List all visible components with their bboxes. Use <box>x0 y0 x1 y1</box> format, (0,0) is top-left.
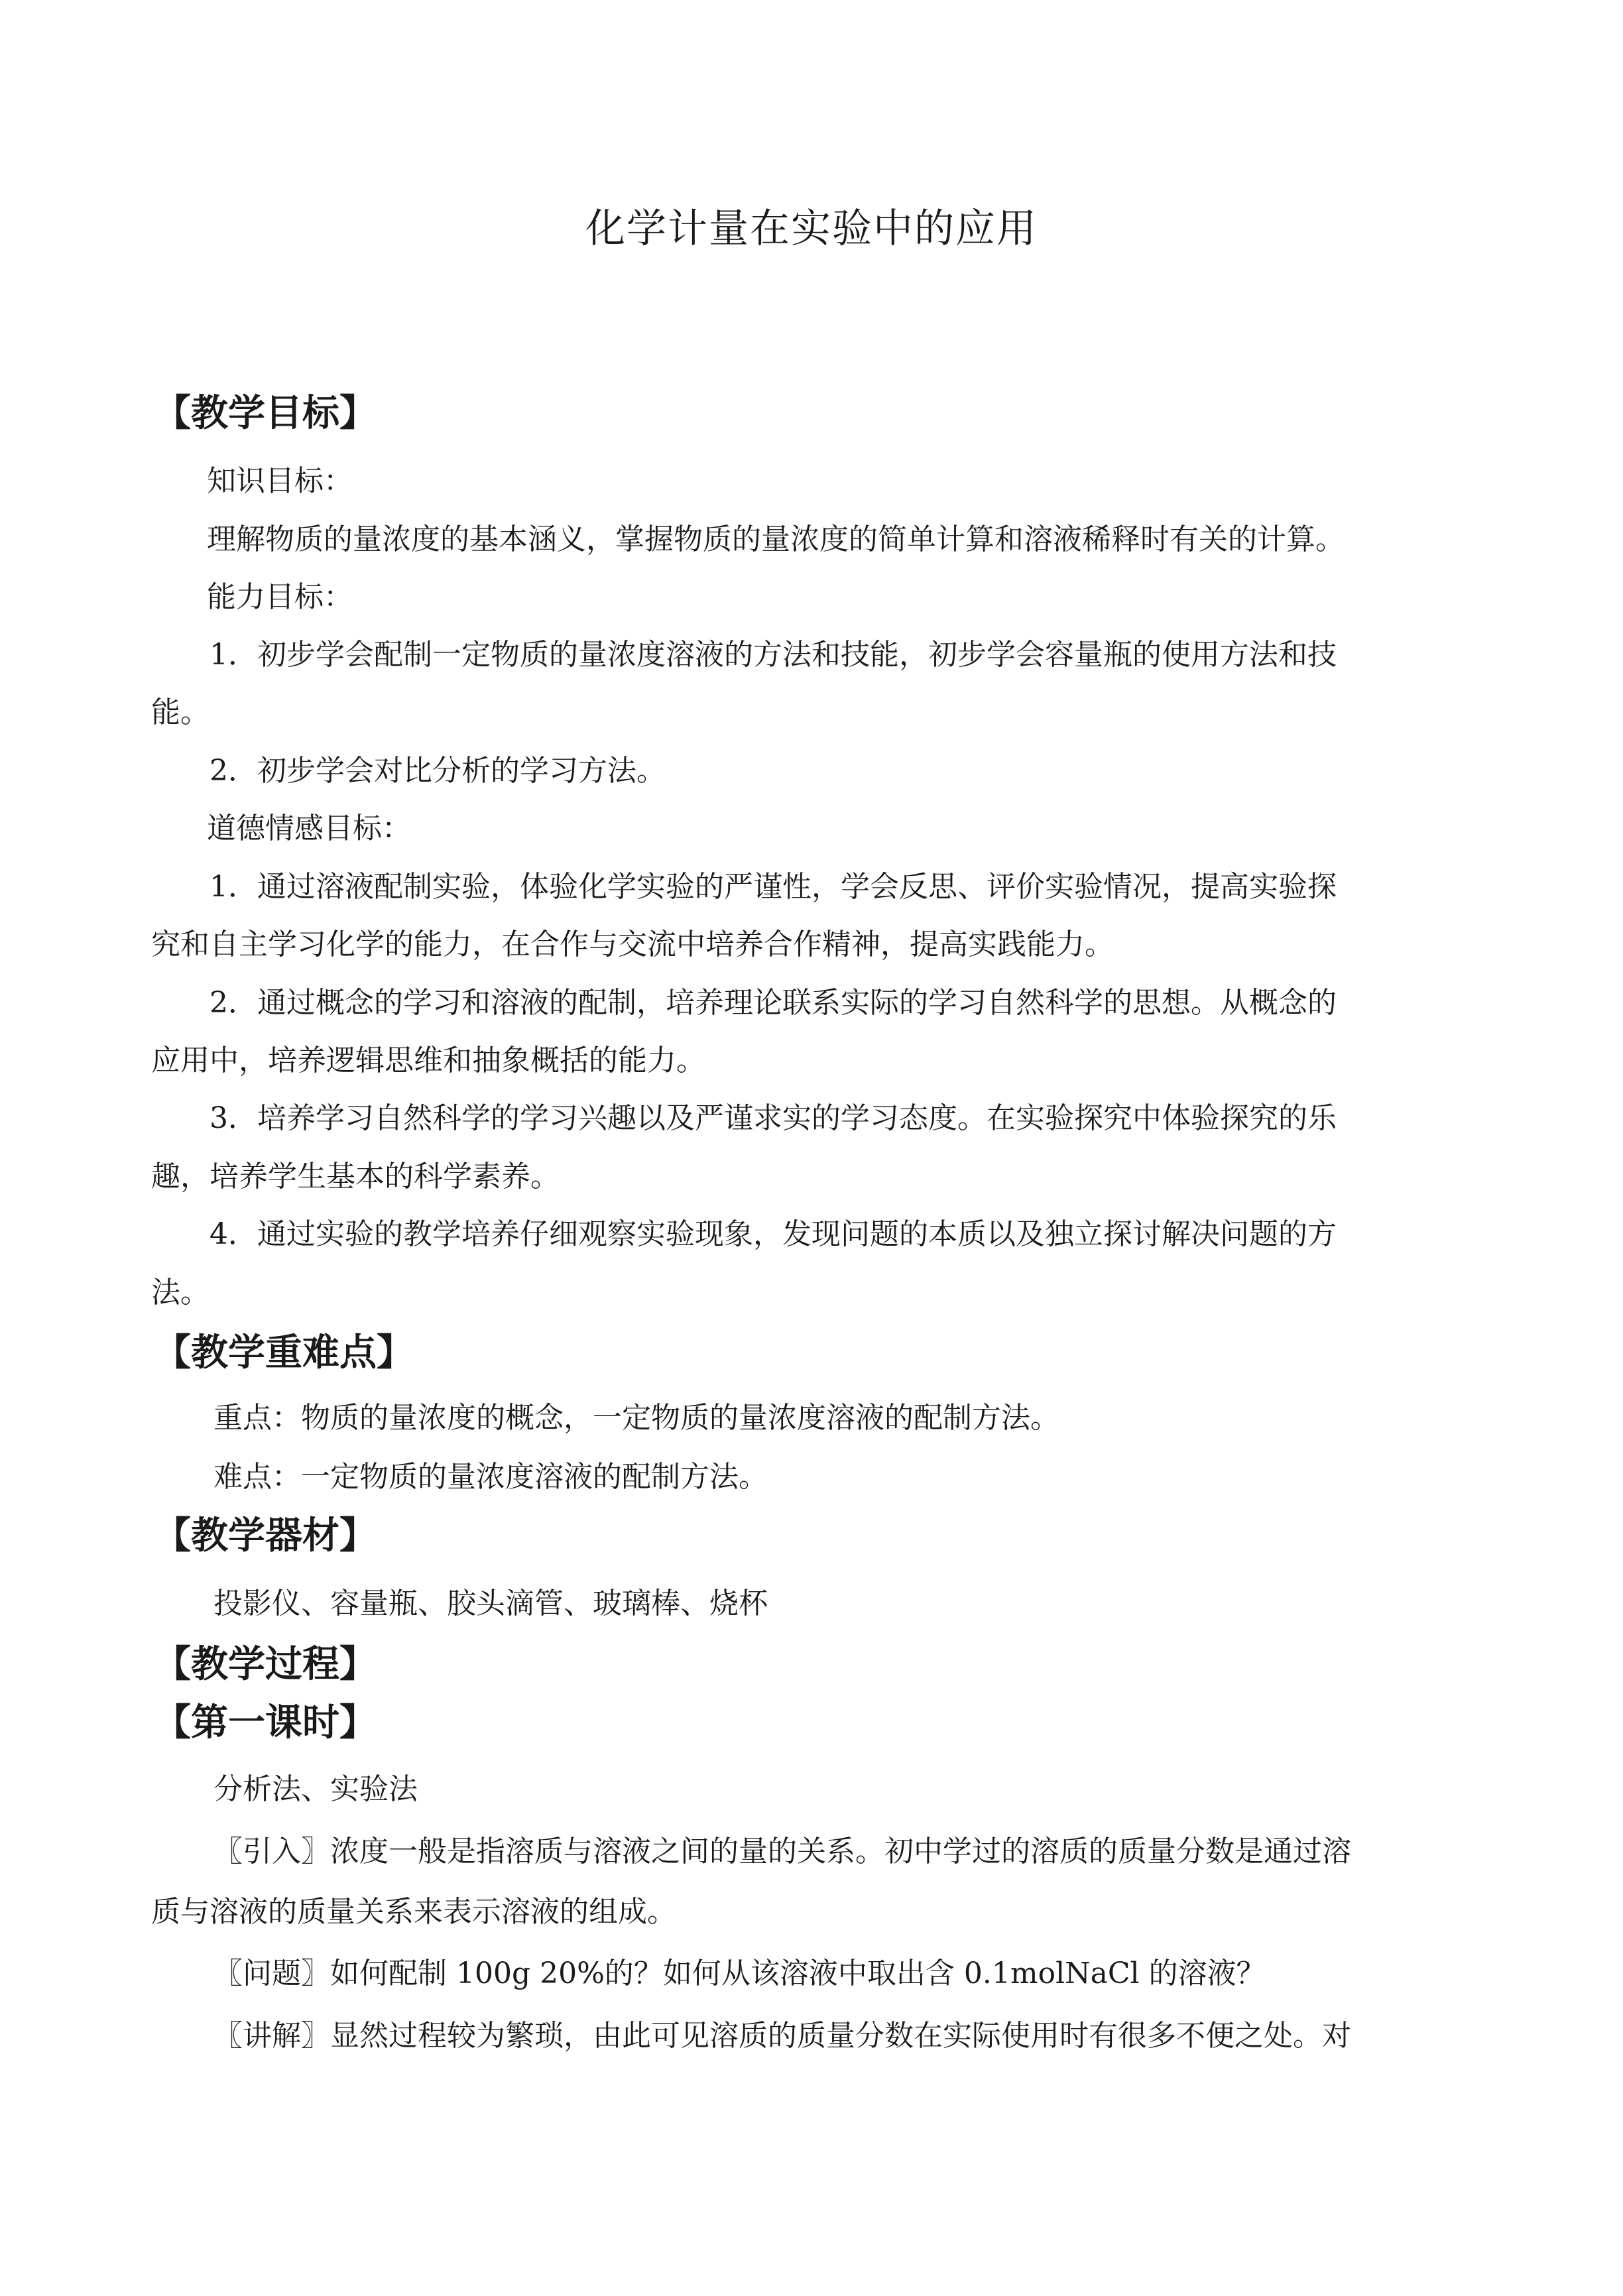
paragraph-line: 〖问题〗如何配制 100g 20%的？如何从该溶液中取出含 0.1molNaCl 的溶液？ <box>213 1957 1266 1990</box>
section-heading-process: 【教学过程】 <box>154 1642 377 1686</box>
paragraph-line: 2．通过概念的学习和溶液的配制，培养理论联系实际的学习自然科学的思想。从概念的 <box>210 986 1337 1020</box>
paragraph-line: 3．培养学习自然科学的学习兴趣以及严谨求实的学习态度。在实验探究中体验探究的乐 <box>210 1101 1337 1135</box>
paragraph-line: 1．初步学会配制一定物质的量浓度溶液的方法和技能，初步学会容量瓶的使用方法和技 <box>210 638 1337 672</box>
paragraph-line: 1．通过溶液配制实验，体验化学实验的严谨性，学会反思、评价实验情况，提高实验探 <box>210 870 1337 904</box>
paragraph-line: 分析法、实验法 <box>213 1772 418 1806</box>
paragraph-line: 法。 <box>151 1276 210 1309</box>
paragraph-line: 4．通过实验的教学培养仔细观察实验现象，发现问题的本质以及独立探讨解决问题的方 <box>210 1217 1337 1251</box>
paragraph-line: 究和自主学习化学的能力，在合作与交流中培养合作精神，提高实践能力。 <box>151 928 1114 961</box>
section-heading-objectives: 【教学目标】 <box>154 391 377 435</box>
paragraph-line: 道德情感目标： <box>207 812 411 845</box>
document-title: 化学计量在实验中的应用 <box>585 206 1038 252</box>
paragraph-line: 应用中，培养逻辑思维和抽象概括的能力。 <box>151 1044 705 1077</box>
paragraph-line: 〖讲解〗显然过程较为繁琐，由此可见溶质的质量分数在实际使用时有很多不便之处。对 <box>213 2019 1351 2053</box>
paragraph-line: 2．初步学会对比分析的学习方法。 <box>210 754 666 788</box>
paragraph-line: 重点：物质的量浓度的概念，一定物质的量浓度溶液的配制方法。 <box>213 1401 1059 1435</box>
paragraph-line: 投影仪、容量瓶、胶头滴管、玻璃棒、烧杯 <box>213 1587 768 1620</box>
paragraph-line: 理解物质的量浓度的基本涵义，掌握物质的量浓度的简单计算和溶液稀释时有关的计算。 <box>207 522 1345 556</box>
paragraph-line: 能力目标： <box>207 580 353 614</box>
paragraph-line: 质与溶液的质量关系来表示溶液的组成。 <box>151 1895 676 1929</box>
section-heading-first-lesson: 【第一课时】 <box>154 1701 377 1744</box>
paragraph-line: 难点：一定物质的量浓度溶液的配制方法。 <box>213 1460 768 1494</box>
paragraph-line: 能。 <box>151 695 210 729</box>
section-heading-equipment: 【教学器材】 <box>154 1514 377 1557</box>
paragraph-line: 趣，培养学生基本的科学素养。 <box>151 1160 560 1193</box>
paragraph-line: 〖引入〗浓度一般是指溶质与溶液之间的量的关系。初中学过的溶质的质量分数是通过溶 <box>213 1835 1351 1868</box>
section-heading-key-points: 【教学重难点】 <box>154 1331 414 1374</box>
paragraph-line: 知识目标： <box>207 464 353 498</box>
